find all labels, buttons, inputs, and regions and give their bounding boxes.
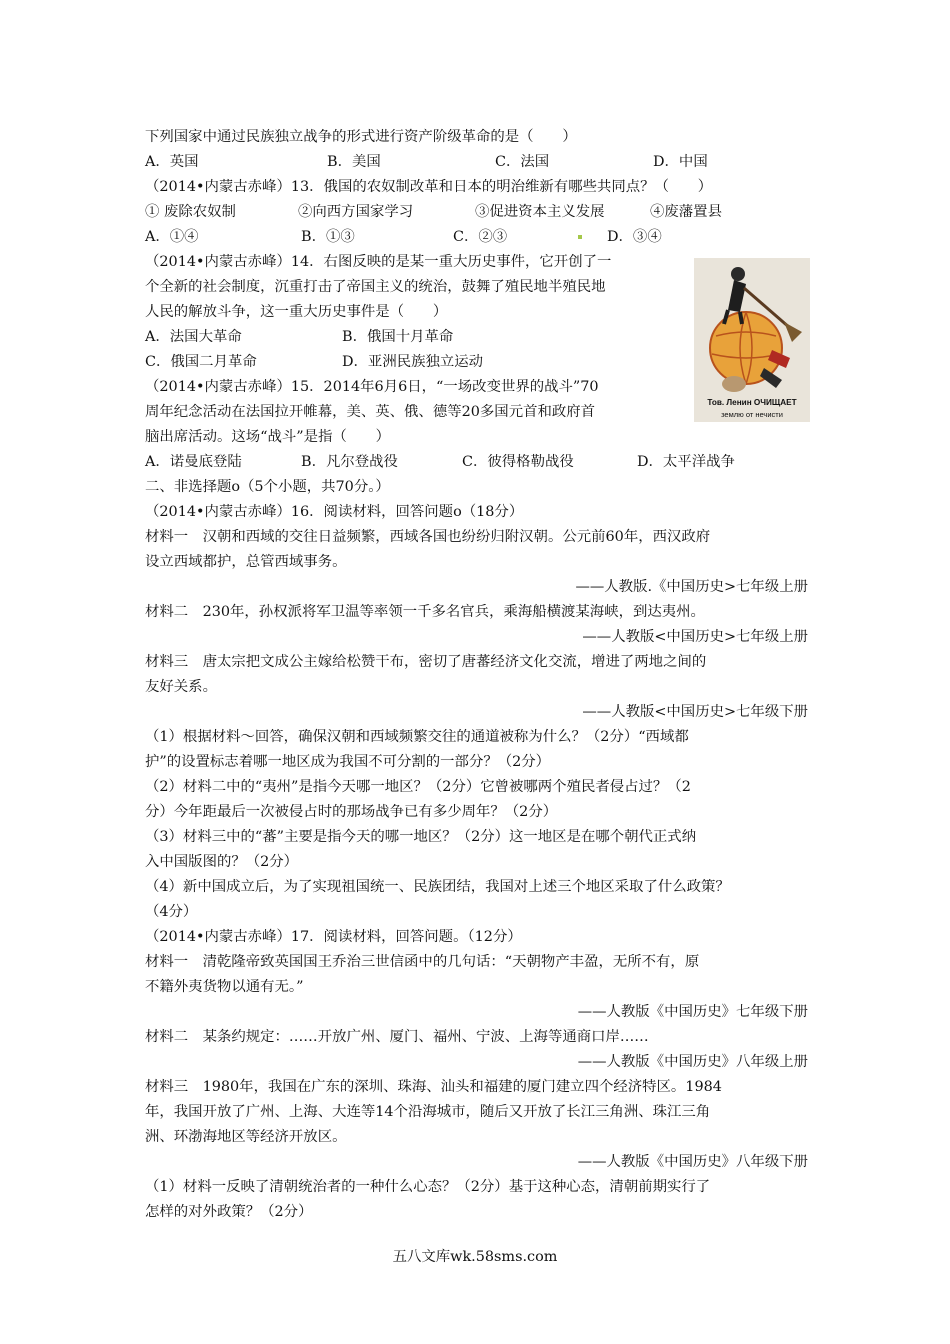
q17-material-3-line-1: 材料三 1980年，我国在广东的深圳、珠海、汕头和福建的厦门建立四个经济特区。1984 [145, 1079, 722, 1095]
q17-sub-line-1: （1）材料一反映了清朝统治者的一种什么心态？（2分）基于这种心态，清朝前期实行了 [145, 1179, 711, 1195]
q14-option-c: C．俄国二月革命 [145, 354, 257, 370]
q16-material-3-line-1: 材料三 唐太宗把文成公主嫁给松赞干布，密切了唐蕃经济文化交流，增进了两地之间的 [145, 654, 707, 670]
q15-stem-line-1: （2014•内蒙古赤峰）15．2014年6月6日，“一场改变世界的战斗”70 [145, 379, 599, 395]
q16-material-1-source: ——人教版.《中国历史>七年级上册 [575, 579, 808, 595]
q16-stem: （2014•内蒙古赤峰）16．阅读材料，回答问题o（18分） [145, 504, 524, 520]
q14-stem-line-1: （2014•内蒙古赤峰）14．右图反映的是某一重大历史事件，它开创了一 [145, 254, 612, 270]
section-2-heading: 二、非选择题o（5个小题，共70分。） [145, 479, 390, 495]
q13-option-c: C．②③ [453, 229, 508, 245]
q13-item-2: ②向西方国家学习 [298, 204, 414, 220]
q14-stem-line-2: 个全新的社会制度，沉重打击了帝国主义的统治，鼓舞了殖民地半殖民地 [145, 279, 606, 295]
q16-sub-line-8: （4分） [145, 904, 198, 920]
q16-material-3-line-2: 友好关系。 [145, 679, 217, 695]
q16-material-2: 材料二 230年，孙权派将军卫温等率领一千多名官兵，乘海船横渡某海峡，到达夷州。 [145, 604, 705, 620]
lenin-poster-image [694, 258, 810, 422]
q12-option-a: A．英国 [145, 154, 199, 170]
poster-caption-1: Тов. Ленин ОЧИЩАЕТ [707, 398, 797, 407]
q16-sub-line-7: （4）新中国成立后，为了实现祖国统一、民族团结，我国对上述三个地区采取了什么政策？ [145, 879, 730, 895]
q13-item-4: ④废藩置县 [650, 204, 722, 220]
q16-material-3-source: ——人教版<中国历史>七年级下册 [582, 704, 808, 720]
poster-caption-2: землю от нечисти [721, 410, 783, 419]
q16-material-2-source: ——人教版<中国历史>七年级上册 [582, 629, 808, 645]
q17-material-3-source: ——人教版《中国历史》八年级下册 [577, 1154, 808, 1170]
q16-sub-line-5: （3）材料三中的“蕃”主要是指今天的哪一地区？（2分）这一地区是在哪个朝代正式纳 [145, 829, 697, 845]
q17-stem: （2014•内蒙古赤峰）17．阅读材料，回答问题。（12分） [145, 929, 522, 945]
q17-material-2: 材料二 某条约规定：……开放广州、厦门、福州、宁波、上海等通商口岸…… [145, 1029, 649, 1045]
q16-sub-line-3: （2）材料二中的“夷州”是指今天哪一地区？（2分）它曾被哪两个殖民者侵占过？（2 [145, 779, 691, 795]
q15-option-a: A．诺曼底登陆 [145, 454, 242, 470]
q12-option-d: D．中国 [653, 154, 708, 170]
q17-material-1-line-1: 材料一 清乾隆帝致英国国王乔治三世信函中的几句话：“天朝物产丰盈，无所不有，原 [145, 954, 700, 970]
q13-option-a: A．①④ [145, 229, 199, 245]
q13-item-3: ③促进资本主义发展 [475, 204, 605, 220]
poster-figure-head [731, 267, 745, 281]
poster-money-bag [722, 376, 746, 392]
q16-sub-line-4: 分）今年距最后一次被侵占时的那场战争已有多少周年？（2分） [145, 804, 558, 820]
q15-option-b: B．凡尔登战役 [301, 454, 398, 470]
q16-sub-line-6: 入中国版图的？（2分） [145, 854, 299, 870]
q17-material-1-source: ——人教版《中国历史》七年级下册 [577, 1004, 808, 1020]
q15-stem-line-3: 脑出席活动。这场“战斗”是指（ ） [145, 429, 390, 445]
q15-option-c: C．彼得格勒战役 [462, 454, 574, 470]
q16-material-1-line-1: 材料一 汉朝和西域的交往日益频繁，西域各国也纷纷归附汉朝。公元前60年，西汉政府 [145, 529, 711, 545]
q13-option-d: D．③④ [607, 229, 662, 245]
q15-stem-line-2: 周年纪念活动在法国拉开帷幕，美、英、俄、德等20多国元首和政府首 [145, 404, 596, 420]
page-footer: 五八文库wk.58sms.com [392, 1249, 558, 1265]
q16-sub-line-2: 护”的设置标志着哪一地区成为我国不可分割的一部分？（2分） [145, 754, 551, 770]
q12-option-c: C．法国 [495, 154, 550, 170]
stray-mark [578, 235, 582, 239]
q12-option-b: B．美国 [327, 154, 381, 170]
q16-material-1-line-2: 设立西域都护，总管西域事务。 [145, 554, 347, 570]
q14-stem-line-3: 人民的解放斗争，这一重大历史事件是（ ） [145, 304, 448, 320]
q14-option-b: B．俄国十月革命 [342, 329, 454, 345]
q13-option-b: B．①③ [301, 229, 355, 245]
q14-option-d: D．亚洲民族独立运动 [342, 354, 484, 370]
q13-stem: （2014•内蒙古赤峰）13．俄国的农奴制改革和日本的明治维新有哪些共同点？（ ） [145, 179, 713, 195]
q17-material-3-line-3: 洲、环渤海地区等经济开放区。 [145, 1129, 347, 1145]
q17-material-3-line-2: 年，我国开放了广州、上海、大连等14个沿海城市，随后又开放了长江三角洲、珠江三角 [145, 1104, 711, 1120]
q16-sub-line-1: （1）根据材料～回答，确保汉朝和西域频繁交往的通道被称为什么？（2分）“西域都 [145, 729, 689, 745]
q13-item-1: ① 废除农奴制 [145, 204, 236, 220]
q17-sub-line-2: 怎样的对外政策？（2分） [145, 1204, 313, 1220]
q12-stem: 下列国家中通过民族独立战争的形式进行资产阶级革命的是（ ） [145, 129, 577, 145]
q15-option-d: D．太平洋战争 [637, 454, 735, 470]
q14-option-a: A．法国大革命 [145, 329, 242, 345]
q17-material-1-line-2: 不籍外夷货物以通有无。” [145, 979, 304, 995]
q17-material-2-source: ——人教版《中国历史》八年级上册 [577, 1054, 808, 1070]
